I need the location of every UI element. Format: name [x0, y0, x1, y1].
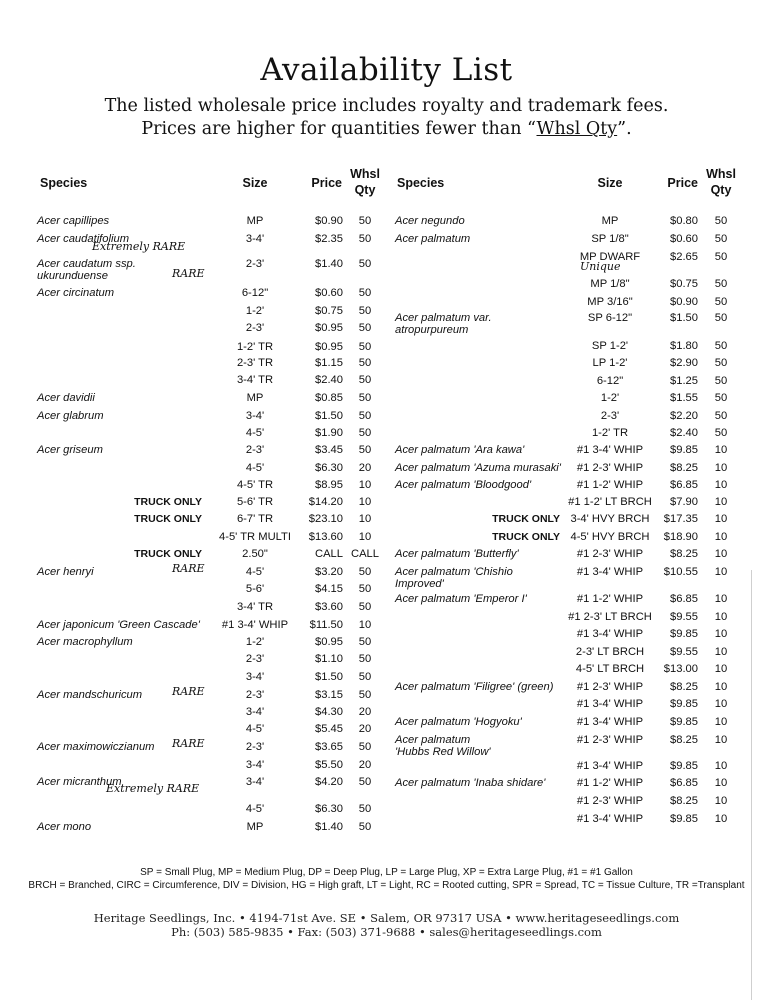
- price-cell: $9.85: [670, 444, 698, 456]
- species-name: Acer palmatum 'Emperor I': [395, 593, 527, 605]
- qty-cell: 50: [358, 601, 372, 613]
- species-name: Acer palmatum 'Ara kawa': [395, 444, 525, 456]
- qty-cell: 10: [358, 513, 372, 525]
- price-cell: $3.20: [315, 566, 343, 578]
- size-cell: 2-3': [245, 444, 265, 456]
- qty-cell: 50: [714, 427, 728, 439]
- species-name: Acer davidii: [37, 392, 95, 404]
- price-cell: $0.75: [670, 278, 698, 290]
- qty-cell: 50: [714, 375, 728, 387]
- size-cell: SP 1-2': [591, 340, 629, 352]
- price-cell: $1.90: [315, 427, 343, 439]
- size-cell: #1 2-3' LT BRCH: [568, 611, 652, 623]
- price-cell: $4.30: [315, 706, 343, 718]
- subtitle-underlined: Whsl Qty: [536, 119, 618, 139]
- size-cell: SP 1/8": [591, 233, 629, 245]
- price-cell: $2.65: [670, 251, 698, 263]
- price-cell: $10.55: [663, 566, 698, 578]
- size-cell: #1 3-4' WHIP: [221, 619, 289, 631]
- qty-cell: 50: [714, 312, 728, 324]
- size-cell: MP 1/8": [590, 278, 630, 290]
- qty-cell: 10: [714, 628, 728, 640]
- qty-cell: 50: [358, 233, 372, 245]
- qty-cell: 20: [358, 706, 372, 718]
- qty-cell: 50: [358, 341, 372, 353]
- species-name: Acer palmatum 'Bloodgood': [395, 479, 532, 491]
- size-cell: #1 2-3' WHIP: [576, 734, 644, 746]
- size-cell: MP DWARF: [579, 251, 641, 263]
- price-cell: $6.85: [670, 777, 698, 789]
- left-header-species: Species: [40, 176, 88, 190]
- size-cell: 1-2': [245, 305, 265, 317]
- price-cell: $8.25: [670, 681, 698, 693]
- price-cell: $6.30: [315, 803, 343, 815]
- qty-cell: 10: [714, 566, 728, 578]
- size-cell: MP: [246, 392, 264, 404]
- qty-cell: 50: [358, 444, 372, 456]
- species-name: Acer palmatum 'Chishio: [395, 566, 513, 578]
- size-cell: 3-4': [245, 410, 265, 422]
- price-cell: $9.85: [670, 628, 698, 640]
- size-cell: #1 2-3' WHIP: [576, 462, 644, 474]
- size-cell: #1 2-3' WHIP: [576, 548, 644, 560]
- size-cell: #1 1-2' LT BRCH: [568, 496, 652, 508]
- size-cell: 4-5' HVY BRCH: [570, 531, 650, 543]
- qty-cell: 10: [358, 496, 372, 508]
- species-name: Acer mandschuricum: [37, 689, 143, 701]
- species-name: Acer palmatum 'Filigree' (green): [395, 681, 554, 693]
- qty-cell: 50: [714, 357, 728, 369]
- size-cell: #1 3-4' WHIP: [576, 698, 644, 710]
- truck-only-label: TRUCK ONLY: [492, 531, 560, 543]
- page-title: Availability List: [260, 52, 513, 88]
- species-name-line-2: ukurunduense: [37, 270, 108, 282]
- size-cell: 2-3': [600, 410, 620, 422]
- size-cell: 5-6': [245, 583, 265, 595]
- qty-cell: 10: [714, 777, 728, 789]
- price-cell: $1.10: [315, 653, 343, 665]
- qty-cell: 10: [358, 619, 372, 631]
- qty-cell: 50: [714, 233, 728, 245]
- size-cell: 6-12": [596, 375, 624, 387]
- price-cell: $0.85: [315, 392, 343, 404]
- qty-cell: 10: [714, 496, 728, 508]
- size-cell: 4-5': [245, 566, 265, 578]
- left-header-qty: Qty: [354, 183, 376, 197]
- price-cell: $1.50: [315, 671, 343, 683]
- price-cell: $11.50: [309, 619, 343, 631]
- species-name: Acer palmatum 'Hogyoku': [395, 716, 522, 728]
- price-cell: $3.65: [315, 741, 343, 753]
- qty-cell: 10: [714, 513, 728, 525]
- size-cell: #1 3-4' WHIP: [576, 566, 644, 578]
- qty-cell: 50: [714, 392, 728, 404]
- qty-cell: 10: [714, 479, 728, 491]
- size-cell: 1-2' TR: [236, 341, 274, 353]
- price-cell: $4.20: [315, 776, 343, 788]
- size-cell: 4-5' LT BRCH: [575, 663, 645, 675]
- size-cell: 4-5' TR MULTI: [219, 531, 291, 543]
- size-cell: 2-3': [245, 653, 265, 665]
- qty-cell: 50: [358, 305, 372, 317]
- subtitle-post: ”.: [617, 119, 632, 139]
- qty-cell: 50: [714, 278, 728, 290]
- qty-cell: 50: [358, 287, 372, 299]
- subtitle-pre: Prices are higher for quantities fewer than “: [141, 119, 537, 139]
- qty-cell: 10: [714, 548, 728, 560]
- size-cell: #1 1-2' WHIP: [576, 777, 644, 789]
- price-cell: $1.40: [315, 821, 343, 833]
- size-cell: 5-6' TR: [236, 496, 274, 508]
- species-name-line-2: atropurpureum: [395, 324, 469, 336]
- qty-cell: 50: [358, 392, 372, 404]
- size-cell: 4-5' TR: [236, 479, 274, 491]
- price-cell: $1.80: [670, 340, 698, 352]
- species-name: Acer macrophyllum: [37, 636, 133, 648]
- price-cell: $5.50: [315, 759, 343, 771]
- species-name: Acer micranthum: [37, 776, 122, 788]
- price-cell: $0.80: [670, 215, 698, 227]
- price-cell: $3.60: [315, 601, 343, 613]
- qty-cell: 50: [358, 821, 372, 833]
- qty-cell: 50: [358, 776, 372, 788]
- price-cell: CALL: [315, 548, 343, 560]
- price-cell: $18.90: [663, 531, 698, 543]
- size-cell: 3-4': [245, 233, 265, 245]
- price-cell: $9.85: [670, 813, 698, 825]
- qty-cell: 10: [358, 531, 372, 543]
- species-name: Acer capillipes: [37, 215, 110, 227]
- qty-cell: 20: [358, 462, 372, 474]
- price-cell: $0.75: [315, 305, 343, 317]
- size-cell: 4-5': [245, 803, 265, 815]
- rarity-note: Extremely RARE: [92, 240, 186, 253]
- qty-cell: 10: [714, 681, 728, 693]
- qty-cell: 50: [358, 374, 372, 386]
- right-header-size: Size: [597, 176, 623, 190]
- price-cell: $9.85: [670, 716, 698, 728]
- price-cell: $13.00: [663, 663, 698, 675]
- subtitle-line-2: [0, 119, 773, 139]
- qty-cell: 10: [714, 734, 728, 746]
- price-cell: $13.60: [308, 531, 343, 543]
- size-cell: 1-2': [600, 392, 620, 404]
- species-name: Acer griseum: [37, 444, 103, 456]
- size-cell: 6-12": [241, 287, 269, 299]
- qty-cell: 50: [358, 427, 372, 439]
- size-cell: #1 3-4' WHIP: [576, 628, 644, 640]
- price-cell: $1.50: [670, 312, 698, 324]
- species-name: Acer circinatum: [37, 287, 115, 299]
- price-cell: $1.40: [315, 258, 343, 270]
- truck-only-label: TRUCK ONLY: [134, 548, 202, 560]
- rarity-note: Unique: [580, 260, 621, 273]
- species-name-line-2: Improved': [395, 578, 444, 590]
- size-cell: #1 1-2' WHIP: [576, 593, 644, 605]
- rarity-note: RARE: [172, 267, 205, 280]
- size-cell: SP 6-12": [587, 312, 633, 324]
- price-cell: $1.55: [670, 392, 698, 404]
- right-header-qty: Qty: [710, 183, 732, 197]
- price-cell: $1.25: [670, 375, 698, 387]
- qty-cell: 50: [358, 583, 372, 595]
- price-cell: $0.90: [670, 296, 698, 308]
- price-cell: $9.85: [670, 698, 698, 710]
- price-cell: $2.40: [670, 427, 698, 439]
- size-cell: 2-3': [245, 741, 265, 753]
- size-cell: 4-5': [245, 462, 265, 474]
- price-cell: $0.95: [315, 341, 343, 353]
- price-cell: $3.15: [315, 689, 343, 701]
- qty-cell: 50: [358, 566, 372, 578]
- size-cell: #1 2-3' WHIP: [576, 681, 644, 693]
- rarity-note: RARE: [172, 737, 205, 750]
- size-cell: #1 3-4' WHIP: [576, 813, 644, 825]
- price-cell: $0.60: [670, 233, 698, 245]
- size-cell: 6-7' TR: [236, 513, 274, 525]
- qty-cell: 10: [714, 813, 728, 825]
- price-cell: $14.20: [308, 496, 343, 508]
- qty-cell: 50: [358, 636, 372, 648]
- page-edge-divider: [751, 570, 752, 1000]
- qty-cell: 50: [358, 410, 372, 422]
- size-cell: 2-3': [245, 322, 265, 334]
- qty-cell: 50: [358, 741, 372, 753]
- price-cell: $2.20: [670, 410, 698, 422]
- size-cell: #1 3-4' WHIP: [576, 716, 644, 728]
- size-cell: 2-3': [245, 258, 265, 270]
- species-name: Acer palmatum 'Azuma murasaki': [395, 462, 561, 474]
- qty-cell: 50: [358, 322, 372, 334]
- species-name: Acer palmatum: [395, 233, 471, 245]
- qty-cell: 50: [714, 251, 728, 263]
- size-cell: 1-2': [245, 636, 265, 648]
- qty-cell: 50: [714, 340, 728, 352]
- left-header-size: Size: [242, 176, 268, 190]
- species-name: Acer caudatifolium: [37, 233, 130, 245]
- footer-address: Heritage Seedlings, Inc. • 4194-71st Ave. SE • Salem, OR 97317 USA • www.heritageseedlings.com: [93, 911, 680, 925]
- right-header-price: Price: [667, 176, 698, 190]
- rarity-note: RARE: [172, 685, 205, 698]
- qty-cell: CALL: [351, 548, 379, 560]
- price-cell: $8.25: [670, 795, 698, 807]
- species-name: Acer maximowiczianum: [37, 741, 155, 753]
- price-cell: $0.95: [315, 322, 343, 334]
- price-cell: $4.15: [315, 583, 343, 595]
- qty-cell: 50: [358, 803, 372, 815]
- size-cell: LP 1-2': [592, 357, 628, 369]
- size-cell: 3-4': [245, 776, 265, 788]
- price-cell: $3.45: [315, 444, 343, 456]
- qty-cell: 10: [714, 760, 728, 772]
- price-cell: $7.90: [670, 496, 698, 508]
- qty-cell: 10: [714, 444, 728, 456]
- price-cell: $1.15: [315, 357, 343, 369]
- size-cell: MP: [601, 215, 619, 227]
- qty-cell: 10: [714, 646, 728, 658]
- subtitle-line-1: The listed wholesale price includes royalty and trademark fees.: [104, 96, 669, 116]
- species-name-line-2: 'Hubbs Red Willow': [395, 746, 491, 758]
- price-cell: $8.25: [670, 462, 698, 474]
- qty-cell: 20: [358, 723, 372, 735]
- species-name: Acer mono: [37, 821, 92, 833]
- truck-only-label: TRUCK ONLY: [134, 513, 202, 525]
- species-name: Acer palmatum: [395, 734, 471, 746]
- qty-cell: 20: [358, 759, 372, 771]
- price-cell: $2.40: [315, 374, 343, 386]
- qty-cell: 50: [714, 410, 728, 422]
- truck-only-label: TRUCK ONLY: [492, 513, 560, 525]
- size-cell: #1 3-4' WHIP: [576, 444, 644, 456]
- species-name: Acer japonicum 'Green Cascade': [37, 619, 200, 631]
- size-cell: #1 3-4' WHIP: [576, 760, 644, 772]
- price-cell: $5.45: [315, 723, 343, 735]
- qty-cell: 50: [358, 653, 372, 665]
- size-cell: 4-5': [245, 723, 265, 735]
- size-cell: MP 3/16": [587, 296, 633, 308]
- size-cell: 3-4': [245, 671, 265, 683]
- truck-only-label: TRUCK ONLY: [134, 496, 202, 508]
- qty-cell: 10: [714, 611, 728, 623]
- species-name: Acer palmatum var.: [395, 312, 492, 324]
- species-name: Acer glabrum: [37, 410, 104, 422]
- size-cell: 3-4' HVY BRCH: [570, 513, 650, 525]
- size-cell: 2-3' LT BRCH: [575, 646, 645, 658]
- size-cell: MP: [246, 215, 264, 227]
- price-cell: $0.95: [315, 636, 343, 648]
- price-cell: $1.50: [315, 410, 343, 422]
- qty-cell: 50: [358, 689, 372, 701]
- species-name: Acer palmatum 'Inaba shidare': [395, 777, 546, 789]
- price-cell: $8.25: [670, 734, 698, 746]
- size-cell: 4-5': [245, 427, 265, 439]
- price-cell: $0.90: [315, 215, 343, 227]
- price-cell: $23.10: [308, 513, 343, 525]
- price-cell: $9.55: [670, 611, 698, 623]
- size-cell: 3-4' TR: [236, 601, 274, 613]
- price-cell: $0.60: [315, 287, 343, 299]
- species-name: Acer caudatum ssp.: [37, 258, 136, 270]
- left-header-whsl: Whsl: [350, 167, 380, 181]
- qty-cell: 50: [714, 215, 728, 227]
- species-name: Acer henryi: [37, 566, 94, 578]
- qty-cell: 10: [714, 795, 728, 807]
- price-cell: $6.85: [670, 479, 698, 491]
- size-cell: 3-4': [245, 706, 265, 718]
- qty-cell: 50: [358, 671, 372, 683]
- price-cell: $2.90: [670, 357, 698, 369]
- right-header-whsl: Whsl: [706, 167, 736, 181]
- size-cell: #1 1-2' WHIP: [576, 479, 644, 491]
- rarity-note: RARE: [172, 562, 205, 575]
- price-cell: $9.55: [670, 646, 698, 658]
- size-cell: 3-4': [245, 759, 265, 771]
- size-cell: 2.50": [242, 548, 268, 560]
- qty-cell: 10: [714, 663, 728, 675]
- price-cell: $8.95: [315, 479, 343, 491]
- price-cell: $8.25: [670, 548, 698, 560]
- size-cell: 1-2' TR: [591, 427, 629, 439]
- rarity-note: Extremely RARE: [106, 782, 200, 795]
- qty-cell: 10: [358, 479, 372, 491]
- qty-cell: 50: [714, 296, 728, 308]
- size-cell: MP: [246, 821, 264, 833]
- species-name: Acer palmatum 'Butterfly': [395, 548, 519, 560]
- qty-cell: 50: [358, 215, 372, 227]
- price-cell: $2.35: [315, 233, 343, 245]
- qty-cell: 10: [714, 531, 728, 543]
- size-cell: 3-4' TR: [236, 374, 274, 386]
- qty-cell: 50: [358, 258, 372, 270]
- size-cell: 2-3' TR: [236, 357, 274, 369]
- legend-line-1: SP = Small Plug, MP = Medium Plug, DP = Deep Plug, LP = Large Plug, XP = Extra Large Plug, #1 = #1 Gallon: [140, 867, 633, 878]
- price-cell: $6.30: [315, 462, 343, 474]
- left-header-price: Price: [311, 176, 342, 190]
- qty-cell: 10: [714, 716, 728, 728]
- qty-cell: 10: [714, 593, 728, 605]
- size-cell: #1 2-3' WHIP: [576, 795, 644, 807]
- footer-contact: Ph: (503) 585-9835 • Fax: (503) 371-9688 • sales@heritageseedlings.com: [171, 925, 602, 939]
- species-name: Acer negundo: [395, 215, 465, 227]
- size-cell: 2-3': [245, 689, 265, 701]
- right-header-species: Species: [397, 176, 445, 190]
- qty-cell: 50: [358, 357, 372, 369]
- qty-cell: 10: [714, 462, 728, 474]
- price-cell: $17.35: [663, 513, 698, 525]
- price-cell: $9.85: [670, 760, 698, 772]
- price-cell: $6.85: [670, 593, 698, 605]
- qty-cell: 10: [714, 698, 728, 710]
- legend-line-2: BRCH = Branched, CIRC = Circumference, DIV = Division, HG = High graft, LT = Light, RC = Rooted cutting, SPR = Spread, TC = Tissue Culture, TR =Transplant: [28, 880, 745, 891]
